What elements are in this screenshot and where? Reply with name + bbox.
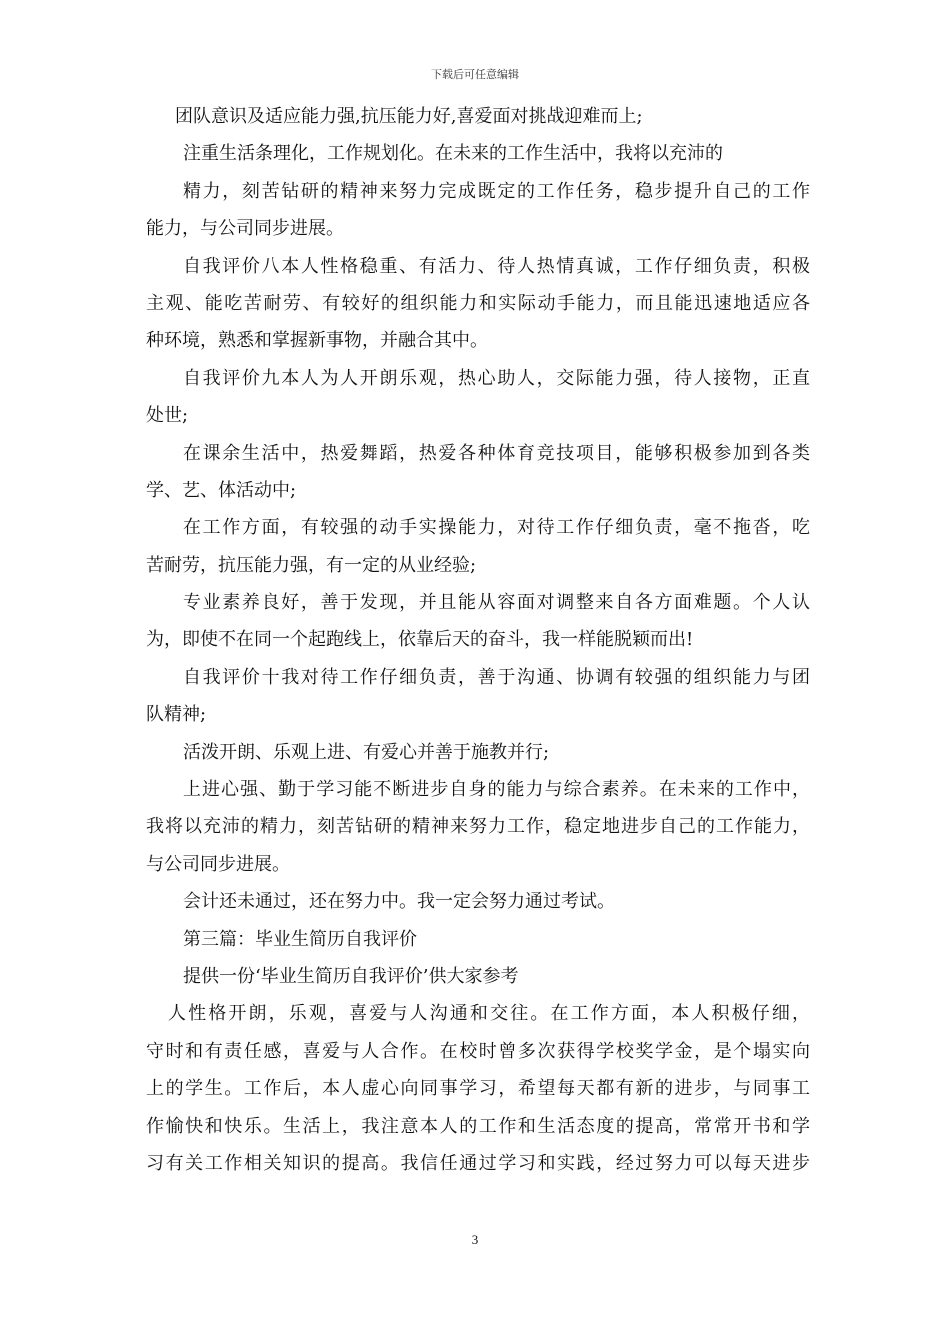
text-line: 在工作方面，有较强的动手实操能力，对待工作仔细负责，毫不拖沓，吃 [183,517,810,539]
section-heading: 第三篇：毕业生简历自我评价 [183,928,417,950]
text-line: 人性格开朗，乐观，喜爱与人沟通和交往。在工作方面，本人积极仔细， [168,1003,810,1025]
text-line: 主观、能吃苦耐劳、有较好的组织能力和实际动手能力，而且能迅速地适应各 [146,292,810,314]
text-line: 学、艺、体活动中; [146,479,297,501]
text-line: 自我评价十我对待工作仔细负责，善于沟通、协调有较强的组织能力与团 [183,666,810,688]
text-line: 队精神; [146,704,207,726]
text-line: 为，即使不在同一个起跑线上，依靠后天的奋斗，我一样能脱颖而出! [146,629,694,651]
text-line: 习有关工作相关知识的提高。我信任通过学习和实践，经过努力可以每天进步 [146,1152,810,1174]
text-line: 我将以充沛的精力，刻苦钻研的精神来努力工作，稳定地进步自己的工作能力， [146,816,810,838]
page-header: 下载后可任意编辑 [431,68,519,81]
text-line: 作愉快和快乐。生活上，我注意本人的工作和生活态度的提高，常常开书和学 [146,1115,810,1137]
text-line: 上的学生。工作后，本人虚心向同事学习，希望每天都有新的进步，与同事工 [146,1078,810,1100]
document-body [146,98,810,1182]
text-line: 活泼开朗、乐观上进、有爱心并善于施教并行; [183,741,550,763]
text-line: 与公司同步进展。 [146,853,290,875]
text-line: 精力，刻苦钻研的精神来努力完成既定的工作任务，稳步提升自己的工作 [183,180,810,202]
text-line: 专业素养良好，善于发现，并且能从容面对调整来自各方面难题。个人认 [183,592,810,614]
text-line: 上进心强、勤于学习能不断进步自身的能力与综合素养。在未来的工作中， [183,779,810,801]
text-line: 能力，与公司同步进展。 [146,218,344,240]
text-line: 注重生活条理化，工作规划化。在未来的工作生活中，我将以充沛的 [183,143,723,165]
text-line: 自我评价九本人为人开朗乐观，热心助人，交际能力强，待人接物，正直 [183,367,810,389]
text-line: 会计还未通过，还在努力中。我一定会努力通过考试。 [183,891,615,913]
text-line: 处世; [146,405,189,427]
text-line: 在课余生活中，热爱舞蹈，热爱各种体育竞技项目，能够积极参加到各类 [183,442,810,464]
text-line: 苦耐劳，抗压能力强，有一定的从业经验; [146,554,477,576]
page-number: 3 [471,1232,479,1247]
text-line: 种环境，熟悉和掌握新事物，并融合其中。 [146,330,488,352]
text-line: 团队意识及适应能力强,抗压能力好,喜爱面对挑战迎难而上; [175,106,643,127]
text-line: 守时和有责任感，喜爱与人合作。在校时曾多次获得学校奖学金，是个塌实向 [146,1040,810,1062]
text-line: 提供一份‘毕业生简历自我评价’供大家参考 [183,965,519,987]
text-line: 自我评价八本人性格稳重、有活力、待人热情真诚，工作仔细负责，积极 [183,255,810,277]
